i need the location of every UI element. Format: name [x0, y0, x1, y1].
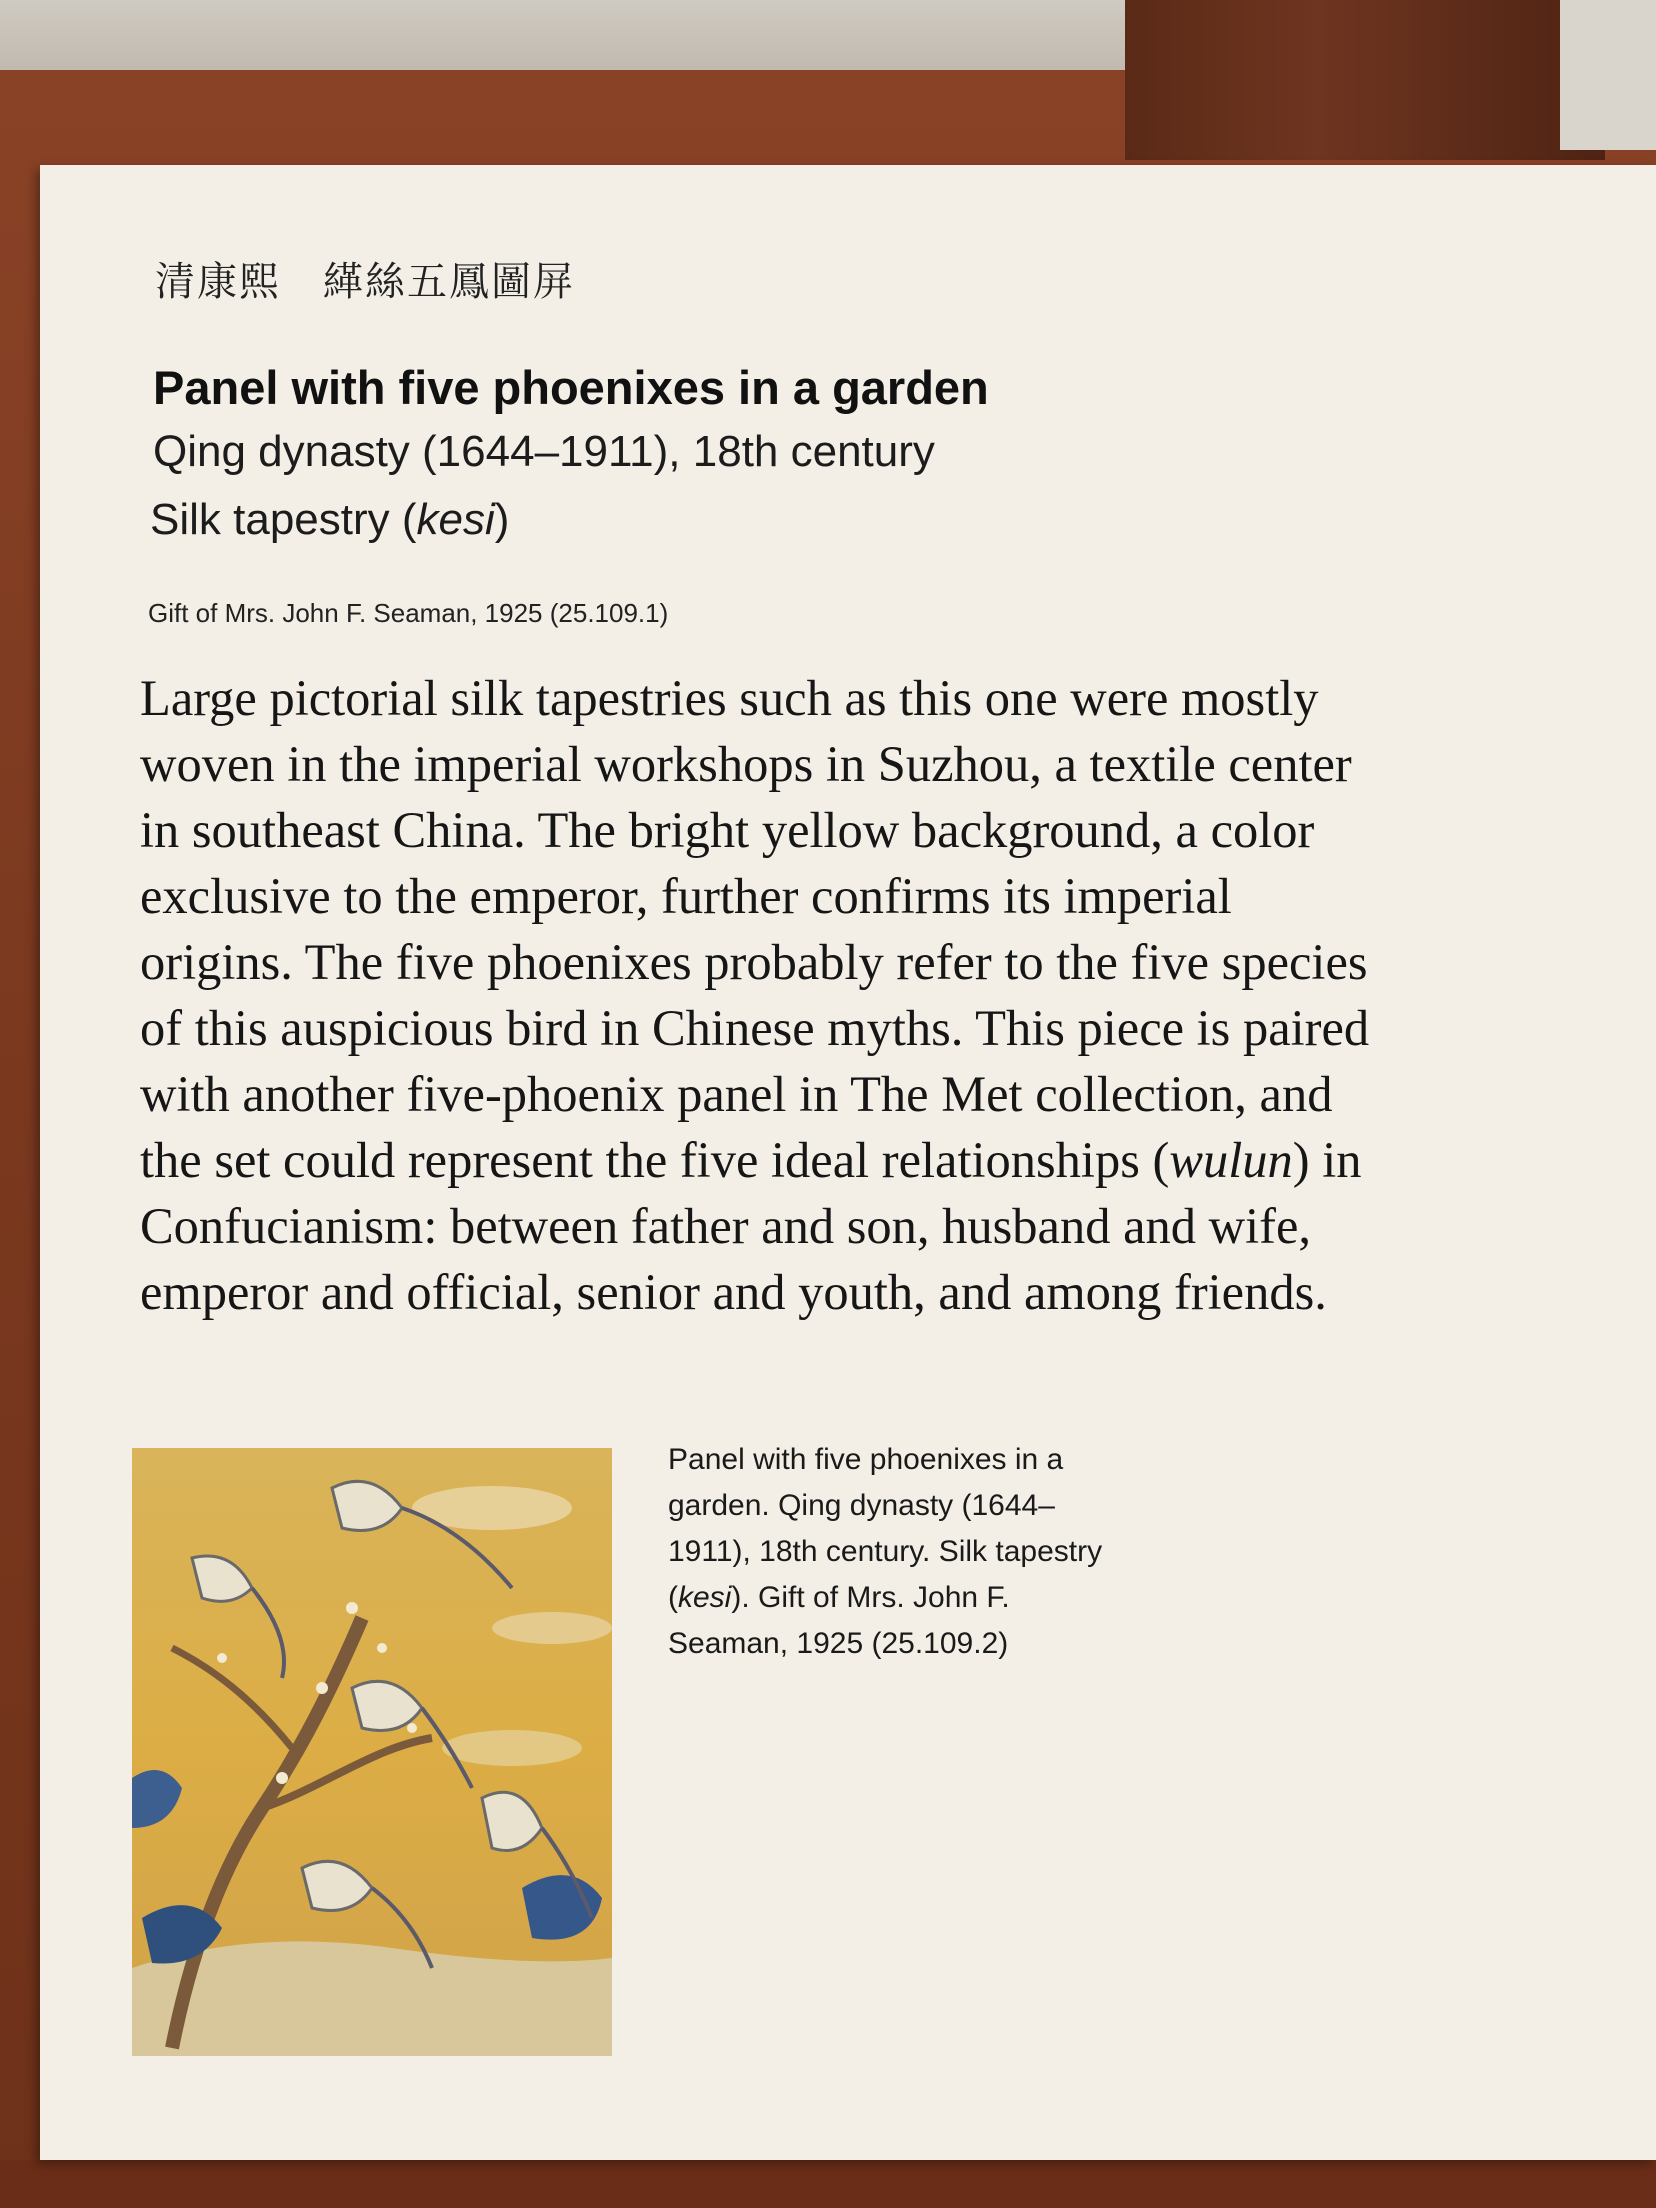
caption-line: [668, 1575, 1268, 1621]
description-line: [140, 1127, 1650, 1193]
caption-line: Seaman, 1925 (25.109.2): [668, 1627, 1009, 1660]
description-line: in southeast China. The bright yellow background, a color: [140, 802, 1315, 858]
description-line: Confucianism: between father and son, husband and wife,: [140, 1198, 1311, 1254]
credit-line: Gift of Mrs. John F. Seaman, 1925 (25.109.1): [148, 598, 669, 628]
caption-suffix: ). Gift of Mrs. John F.: [731, 1581, 1010, 1614]
object-date: Qing dynasty (1644–1911), 18th century: [153, 427, 935, 476]
description-line: woven in the imperial workshops in Suzhou, a textile center: [140, 736, 1352, 792]
medium-suffix: ): [494, 495, 510, 544]
caption-line: garden. Qing dynasty (1644–: [668, 1489, 1055, 1522]
line8-suffix: ) in: [1292, 1132, 1362, 1188]
object-medium: [150, 495, 1550, 545]
wulun-term: wulun: [1169, 1132, 1293, 1188]
caption-kesi-term: kesi: [678, 1581, 732, 1614]
description-line: emperor and official, senior and youth, and among friends.: [140, 1264, 1327, 1320]
description-line: Large pictorial silk tapestries such as this one were mostly: [140, 670, 1319, 726]
description-line: with another five-phoenix panel in The Met collection, and: [140, 1066, 1333, 1122]
caption-prefix: (: [668, 1581, 678, 1614]
description-text: [140, 665, 1650, 1325]
description-line: origins. The five phoenixes probably refer to the five species: [140, 934, 1368, 990]
museum-placard: [40, 165, 1656, 2160]
caption-line: Panel with five phoenixes in a: [668, 1443, 1064, 1476]
description-line: of this auspicious bird in Chinese myths. This piece is paired: [140, 1000, 1370, 1056]
medium-term: kesi: [416, 495, 495, 544]
related-object-caption: [668, 1437, 1268, 1667]
caption-line: 1911), 18th century. Silk tapestry: [668, 1535, 1103, 1568]
line8-prefix: the set could represent the five ideal relationships (: [140, 1132, 1170, 1188]
description-line: exclusive to the emperor, further confirms its imperial: [140, 868, 1232, 924]
tapestry-thumbnail: [132, 1448, 612, 2056]
object-title: Panel with five phoenixes in a garden: [153, 361, 989, 414]
chinese-title: 清康熙 緙絲五鳳圖屏: [155, 259, 575, 305]
medium-prefix: Silk tapestry (: [150, 495, 417, 544]
wood-edge: [0, 2160, 1656, 2208]
wall-gap: [1560, 0, 1656, 150]
wooden-post: [1125, 0, 1605, 160]
